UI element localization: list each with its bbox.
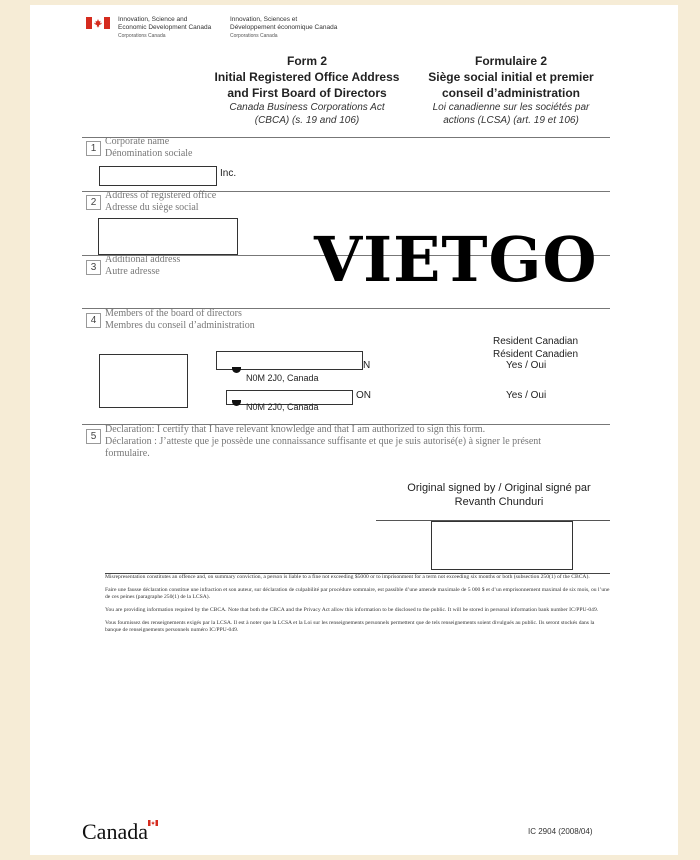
canada-flag-icon xyxy=(86,17,110,29)
section-4-label: Members of the board of directors Membres du conseil d’administration xyxy=(105,308,255,331)
ink-smudge xyxy=(232,367,241,373)
director-2-postal: N0M 2J0, Canada xyxy=(246,402,319,412)
director-2-province: ON xyxy=(356,390,371,401)
director-name-redacted xyxy=(99,354,188,408)
director-1-province: N xyxy=(363,360,371,371)
watermark: VIETGO xyxy=(314,223,598,296)
declaration-text: Declaration: I certify that I have relevant knowledge and that I am authorized to sign this form. Déclaration : J’atteste que je possède une connaissance suffisante et que je suis autorisé(e) à signer le présent formulaire. xyxy=(105,424,542,459)
ink-smudge xyxy=(232,400,241,406)
corporate-name-redacted xyxy=(99,166,217,186)
wordmark-flag-icon xyxy=(148,820,158,826)
resident-canadian-header: Resident Canadian Résident Canadien xyxy=(493,336,579,360)
director-1-resident: Yes / Oui xyxy=(506,360,547,371)
registered-address-redacted xyxy=(98,218,238,255)
title-fr: Formulaire 2 Siège social initial et premier conseil d’administration Loi canadienne sur les sociétés par actions (LCSA) (art. 19 et 106) xyxy=(428,54,594,126)
section-number: 3 xyxy=(86,260,101,275)
form-page xyxy=(30,5,678,855)
form-code: IC 2904 (2008/04) xyxy=(528,827,593,836)
director-2-resident: Yes / Oui xyxy=(506,390,547,401)
signature-redacted xyxy=(431,521,573,570)
section-number: 4 xyxy=(86,313,101,328)
section-number: 5 xyxy=(86,429,101,444)
fine-print: Misrepresentation constitutes an offence and, on summary conviction, a person is liable to a fine not exceeding $5000 or to imprisonment for a term not exceeding six months or both (subsection 250(1) of the CBCA). Faire une fausse déclaration constitue une infraction et son auteur, sur déclaration de culpabilité par procédure sommaire, est passible d’une amende maximale de 5 000 $ et d’un emprisonnement maximal de six mois, ou l’une de ces peines (paragraphe 250(1) de la LCSA). You are providing information required by the CBCA. Note that both the CBCA and the Privacy Act allow this information to be disclosed to the public. It will be stored in personal information bank number IC/PPU-049. Vous fournissez des renseignements exigés par la LCSA. Il est à noter que la LCSA et la Loi sur les renseignements personnels permettent que de tels renseignements soient divulgués au public. Ils seront stockés dans la banque de renseignements personnels numéro IC/PPU-049. xyxy=(105,574,610,633)
inc-suffix: Inc. xyxy=(220,168,237,179)
department-name-en: Innovation, Science and Economic Development Canada Corporations Canada xyxy=(118,16,212,39)
department-name-fr: Innovation, Sciences et Développement économique Canada Corporations Canada xyxy=(230,16,338,39)
section-1-label: Corporate name Dénomination sociale xyxy=(105,136,193,159)
section-number: 2 xyxy=(86,195,101,210)
director-1-postal: N0M 2J0, Canada xyxy=(246,373,319,383)
section-3-label: Additional address Autre adresse xyxy=(105,254,181,277)
title-en: Form 2 Initial Registered Office Address and First Board of Directors Canada Business Corporations Act (CBCA) (s. 19 and 106) xyxy=(214,54,400,126)
section-2-label: Address of registered office Adresse du siège social xyxy=(105,190,217,213)
canada-wordmark: Canada xyxy=(82,819,148,844)
signature-text: Original signed by / Original signé par Revanth Chunduri xyxy=(407,482,591,508)
section-number: 1 xyxy=(86,141,101,156)
